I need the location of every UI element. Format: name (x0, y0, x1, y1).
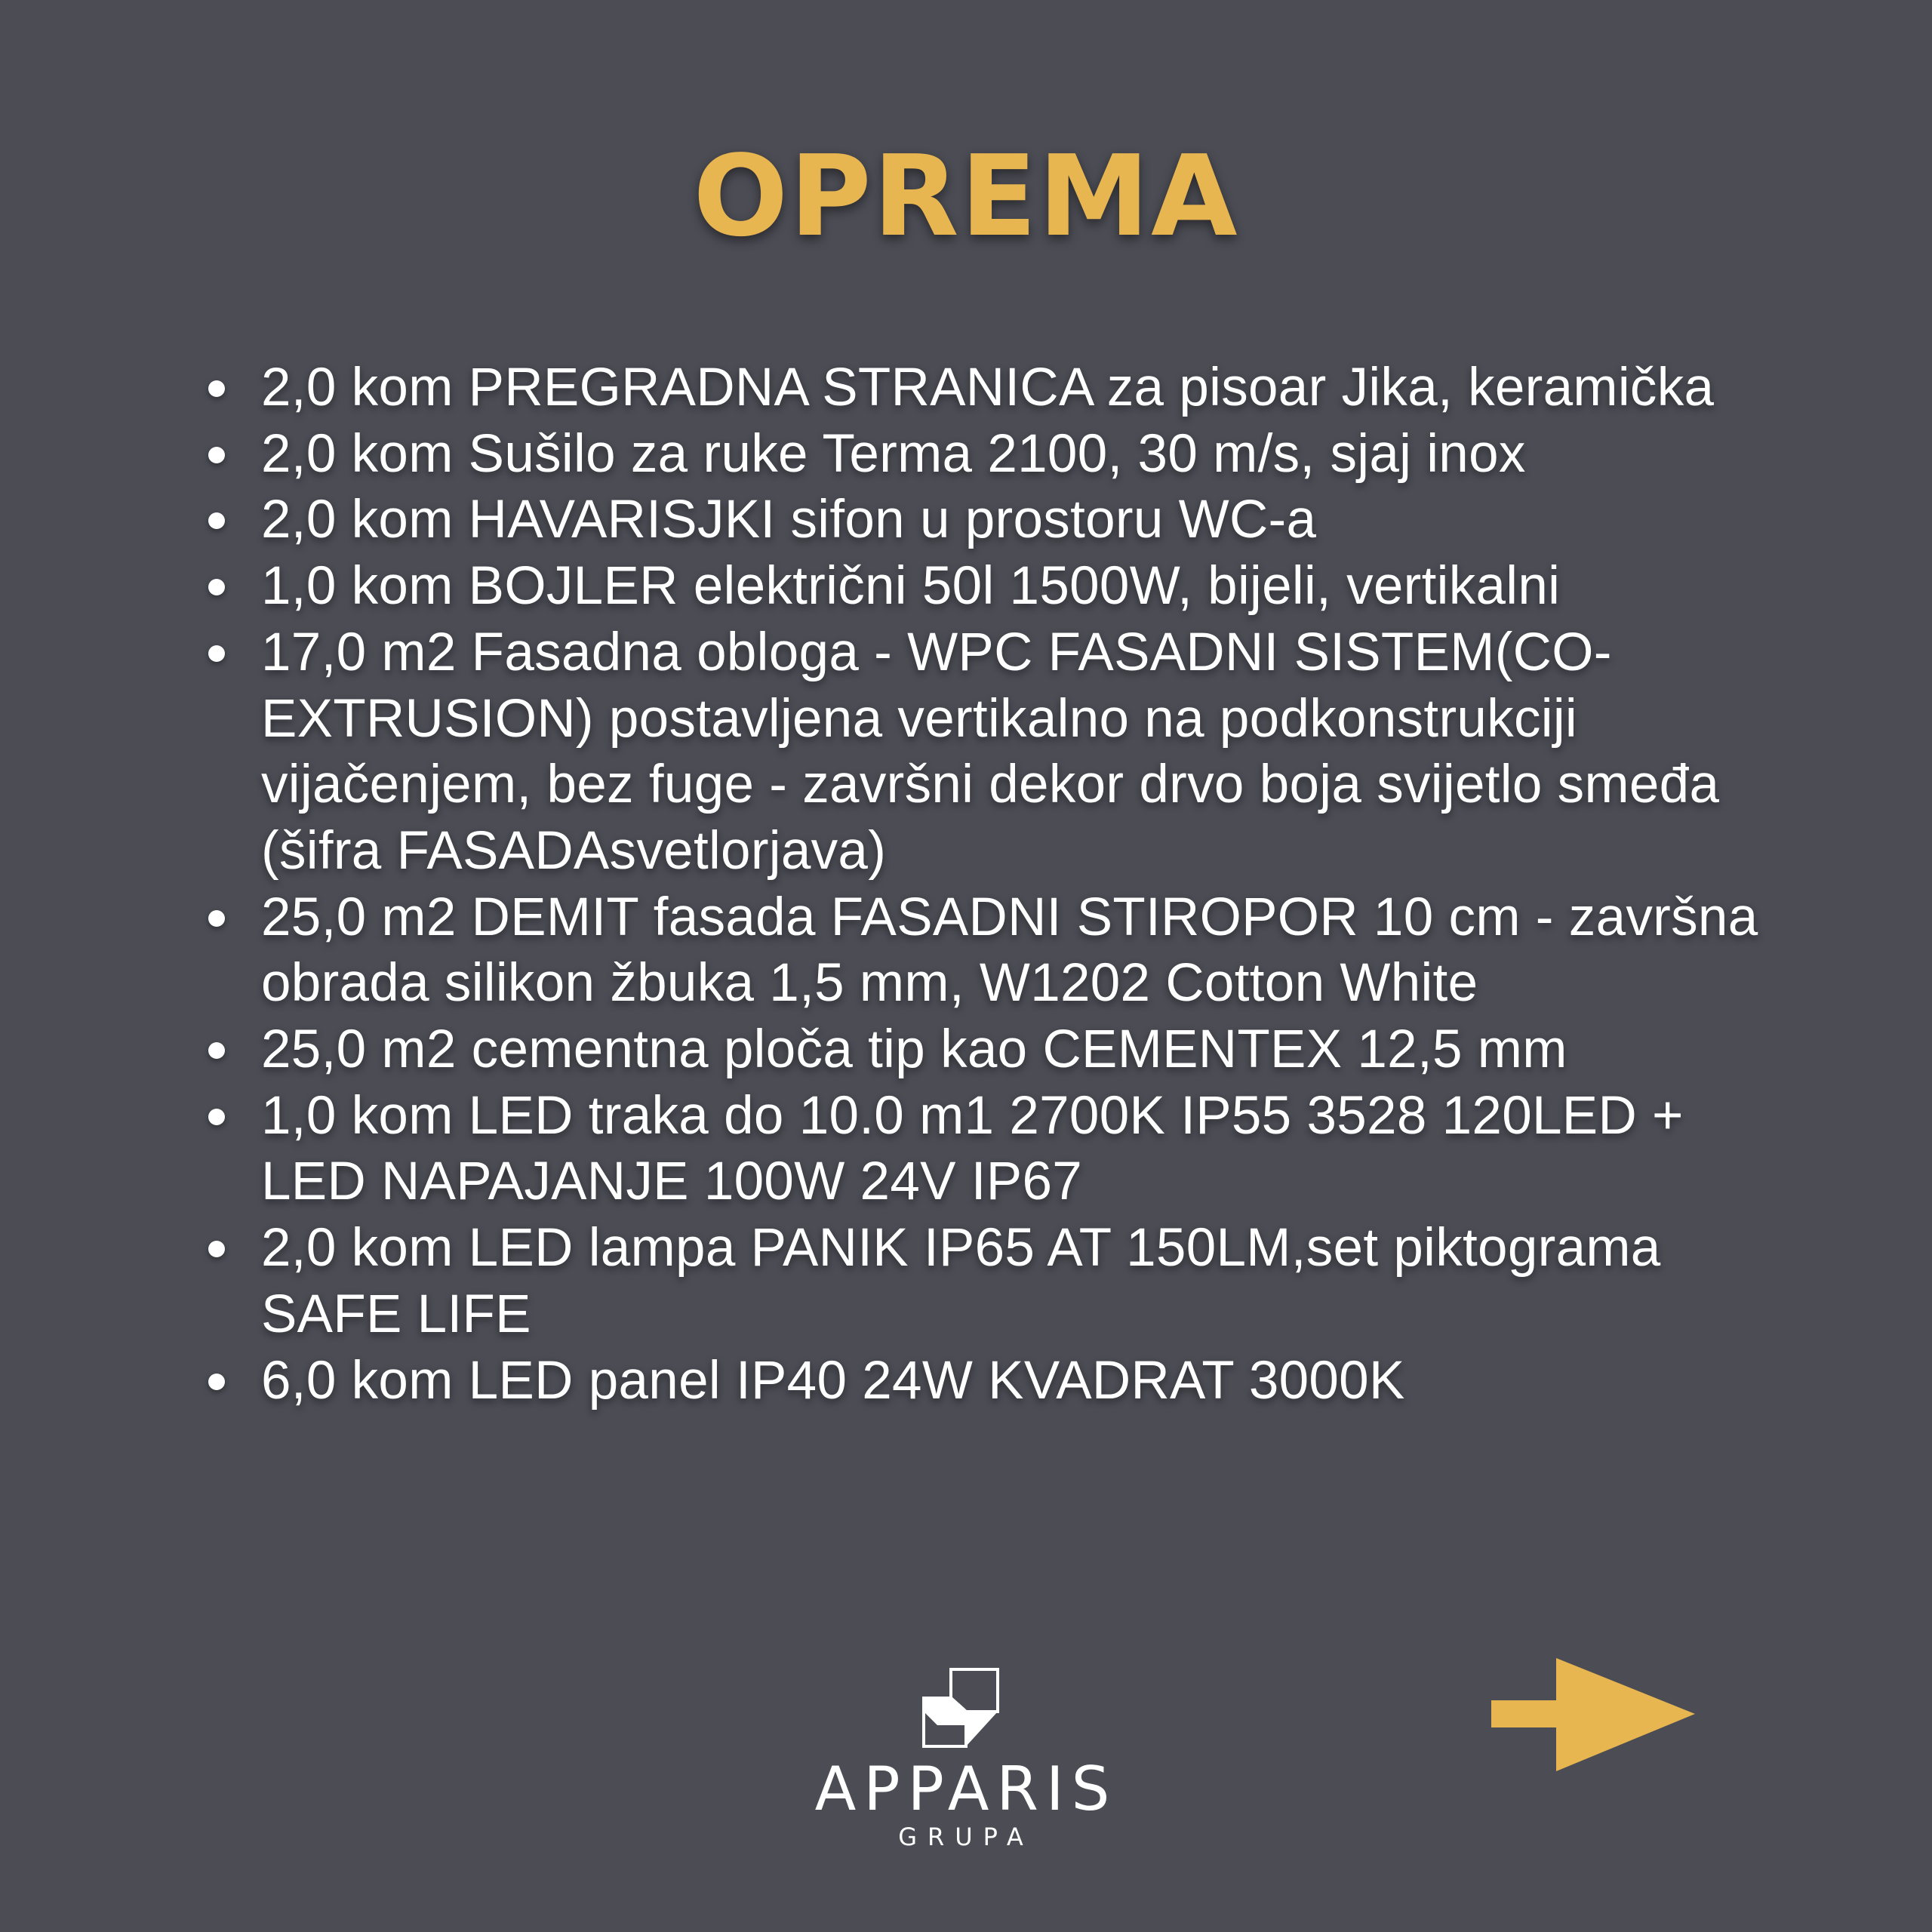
list-item-text: 2,0 kom PREGRADNA STRANICA za pisoar Jika, keramička (261, 358, 1715, 417)
list-item-text: 6,0 kom LED panel IP40 24W KVADRAT 3000K (261, 1350, 1405, 1411)
bullet-icon (208, 1374, 225, 1390)
brand-logo (785, 1668, 1147, 1849)
brand-name: APPARIS (814, 1754, 1118, 1824)
page-title: OPREMA (693, 131, 1239, 261)
list-item (261, 487, 1801, 553)
list-item (261, 1348, 1801, 1414)
list-item-text: 1,0 kom LED traka do 10.0 m1 2700K IP55 3528 120LED + LED NAPAJANJE 100W 24V IP67 (261, 1085, 1684, 1212)
bullet-icon (208, 447, 225, 463)
list-item (261, 355, 1801, 421)
list-item (261, 553, 1801, 620)
bullet-icon (208, 1109, 225, 1125)
apparis-squares-logo-icon (921, 1668, 1011, 1751)
bullet-icon (208, 1241, 225, 1257)
list-item-text: 25,0 m2 DEMIT fasada FASADNI STIROPOR 10 cm - završna obrada silikon žbuka 1,5 mm, W1202 Cotton White (261, 887, 1758, 1014)
bullet-icon (208, 579, 225, 595)
equipment-list (261, 355, 1801, 1414)
bullet-icon (208, 910, 225, 927)
list-item (261, 421, 1801, 488)
list-item-text: 2,0 kom LED lampa PANIK IP65 AT 150LM,set piktograma SAFE LIFE (261, 1218, 1661, 1344)
list-item (261, 884, 1801, 1017)
list-item (261, 1083, 1801, 1215)
list-item (261, 620, 1801, 884)
bullet-icon (208, 1042, 225, 1059)
bullet-icon (208, 645, 225, 662)
list-item (261, 1017, 1801, 1083)
list-item-text: 2,0 kom Sušilo za ruke Terma 2100, 30 m/s, sjaj inox (261, 423, 1526, 484)
arrow-right-icon[interactable] (1487, 1657, 1698, 1777)
list-item-text: 25,0 m2 cementna ploča tip kao CEMENTEX 12,5 mm (261, 1020, 1567, 1080)
list-item-text: 1,0 kom BOJLER električni 50l 1500W, bijeli, vertikalni (261, 556, 1561, 617)
bullet-icon (208, 512, 225, 529)
list-item-text: 2,0 kom HAVARISJKI sifon u prostoru WC-a (261, 490, 1317, 550)
bullet-icon (208, 380, 225, 397)
brand-subtitle: GRUPA (898, 1823, 1034, 1851)
list-item (261, 1215, 1801, 1347)
list-item-text: 17,0 m2 Fasadna obloga - WPC FASADNI SISTEM(CO-EXTRUSION) postavljena vertikalno na podkonstrukciji vijačenjem, bez fuge - završni dekor drvo boja svijetlo smeđa (šifra FASADAsvetlorjava) (261, 622, 1720, 881)
